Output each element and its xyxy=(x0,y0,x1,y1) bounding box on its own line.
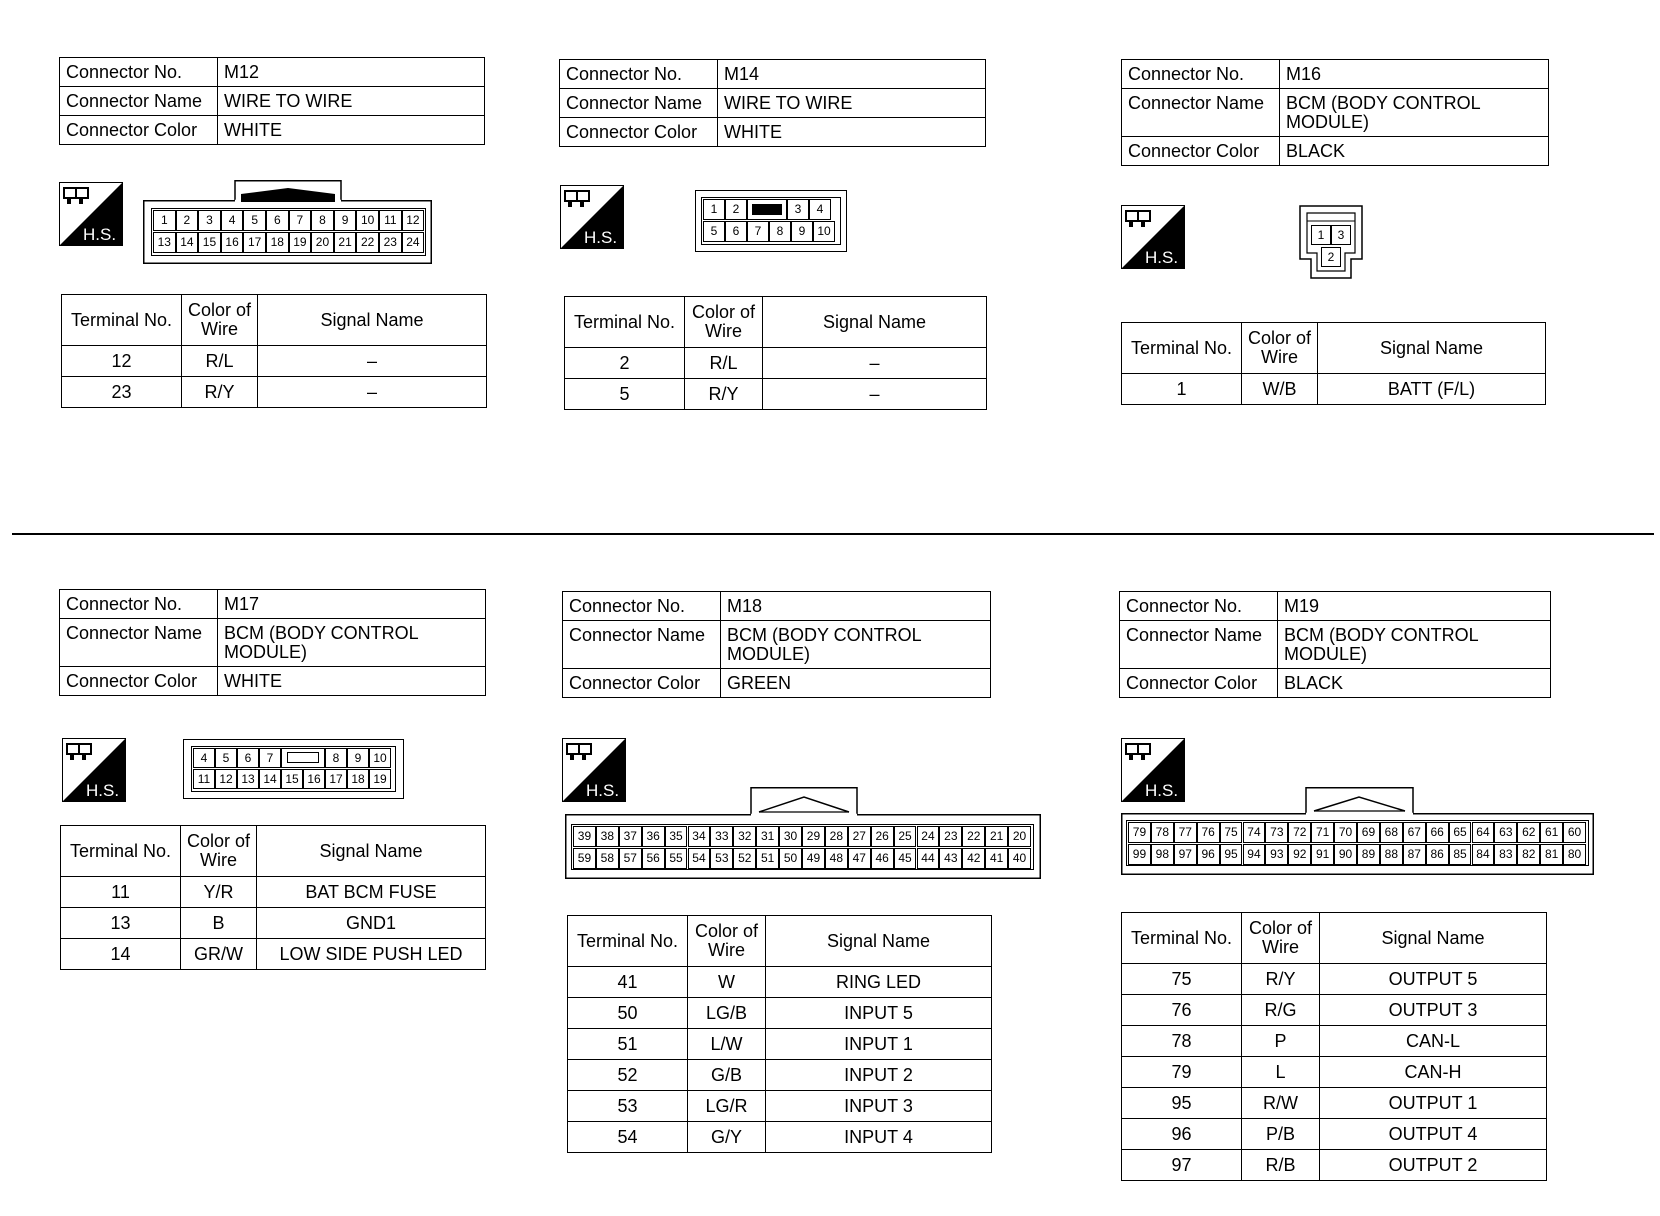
connector-color-value: WHITE xyxy=(218,116,485,145)
connector-name-value: WIRE TO WIRE xyxy=(718,89,986,118)
table-row: 75 R/Y OUTPUT 5 xyxy=(1122,964,1547,995)
pin: 88 xyxy=(1380,844,1403,865)
pin: 69 xyxy=(1357,822,1380,843)
pin: 66 xyxy=(1426,822,1449,843)
pin: 41 xyxy=(985,848,1008,869)
pin: 6 xyxy=(266,210,289,231)
pin: 59 xyxy=(573,848,596,869)
pin: 22 xyxy=(356,232,379,253)
pin: 85 xyxy=(1449,844,1472,865)
connector-name-value: BCM (BODY CONTROL MODULE) xyxy=(721,621,991,669)
pin: 72 xyxy=(1288,822,1311,843)
pin: 94 xyxy=(1243,844,1266,865)
pin: 32 xyxy=(733,826,756,847)
pin: 43 xyxy=(939,848,962,869)
table-row: 52 G/B INPUT 2 xyxy=(568,1060,992,1091)
pin: 20 xyxy=(311,232,334,253)
pin: 27 xyxy=(848,826,871,847)
pin: 97 xyxy=(1174,844,1197,865)
pin: 95 xyxy=(1220,844,1243,865)
connector-info-m12 xyxy=(59,57,485,145)
pin: 3 xyxy=(198,210,221,231)
pin: 3 xyxy=(1331,225,1351,245)
pin: 11 xyxy=(193,769,215,789)
header-terminal-no: Terminal No. xyxy=(568,916,688,967)
svg-text:H.S.: H.S. xyxy=(86,781,120,800)
pin: 17 xyxy=(325,769,347,789)
pin: 37 xyxy=(619,826,642,847)
header-color-of-wire: Color of Wire xyxy=(182,295,258,346)
header-color-of-wire: Color of Wire xyxy=(685,297,763,348)
pin-blank-key xyxy=(281,748,325,768)
label-connector-color: Connector Color xyxy=(560,118,718,147)
pin: 9 xyxy=(791,221,813,242)
table-row: 50 LG/B INPUT 5 xyxy=(568,998,992,1029)
connector-face-m16 xyxy=(1299,205,1363,279)
header-signal-name: Signal Name xyxy=(258,295,487,346)
terminal-table-m19 xyxy=(1121,912,1547,1181)
label-connector-name: Connector Name xyxy=(1120,621,1278,669)
terminal-table-m12 xyxy=(61,294,487,408)
connector-name-value: WIRE TO WIRE xyxy=(218,87,485,116)
pin: 24 xyxy=(402,232,425,253)
pin: 82 xyxy=(1517,844,1540,865)
pin: 49 xyxy=(802,848,825,869)
pin: 60 xyxy=(1563,822,1586,843)
table-row: 13 B GND1 xyxy=(61,908,486,939)
label-connector-color: Connector Color xyxy=(60,116,218,145)
table-row: 78 P CAN-L xyxy=(1122,1026,1547,1057)
harness-side-icon xyxy=(1121,205,1185,269)
connector-no-value: M16 xyxy=(1280,60,1549,89)
pin: 92 xyxy=(1288,844,1311,865)
pin: 52 xyxy=(733,848,756,869)
pin: 42 xyxy=(962,848,985,869)
connector-info-m19 xyxy=(1119,591,1551,698)
pin: 38 xyxy=(596,826,619,847)
header-color-of-wire: Color of Wire xyxy=(1242,323,1318,374)
terminal-table-m16 xyxy=(1121,322,1546,405)
table-row: 95 R/W OUTPUT 1 xyxy=(1122,1088,1547,1119)
pin: 56 xyxy=(642,848,665,869)
pin: 47 xyxy=(848,848,871,869)
pin: 1 xyxy=(1311,225,1331,245)
connector-name-value: BCM (BODY CONTROL MODULE) xyxy=(1278,621,1551,669)
pin: 99 xyxy=(1128,844,1151,865)
pin: 51 xyxy=(756,848,779,869)
svg-text:H.S.: H.S. xyxy=(586,781,620,800)
pin: 23 xyxy=(939,826,962,847)
pin: 48 xyxy=(825,848,848,869)
label-connector-no: Connector No. xyxy=(1122,60,1280,89)
connector-face-m14 xyxy=(695,190,847,252)
pin: 3 xyxy=(787,199,809,220)
table-row: 14 GR/W LOW SIDE PUSH LED xyxy=(61,939,486,970)
pin: 16 xyxy=(303,769,325,789)
pin: 40 xyxy=(1008,848,1031,869)
pin: 8 xyxy=(311,210,334,231)
pin: 78 xyxy=(1151,822,1174,843)
pin: 4 xyxy=(221,210,244,231)
connector-color-value: WHITE xyxy=(218,667,486,696)
pin: 39 xyxy=(573,826,596,847)
pin: 31 xyxy=(756,826,779,847)
pin: 63 xyxy=(1494,822,1517,843)
pin: 79 xyxy=(1128,822,1151,843)
connector-no-value: M14 xyxy=(718,60,986,89)
harness-side-icon xyxy=(59,182,123,246)
pin: 75 xyxy=(1220,822,1243,843)
pin: 7 xyxy=(289,210,312,231)
label-connector-name: Connector Name xyxy=(563,621,721,669)
table-row: 54 G/Y INPUT 4 xyxy=(568,1122,992,1153)
pin: 68 xyxy=(1380,822,1403,843)
table-row: 96 P/B OUTPUT 4 xyxy=(1122,1119,1547,1150)
pin: 74 xyxy=(1243,822,1266,843)
pin: 5 xyxy=(215,748,237,768)
header-signal-name: Signal Name xyxy=(766,916,992,967)
pin: 89 xyxy=(1357,844,1380,865)
pin: 12 xyxy=(402,210,425,231)
pin: 8 xyxy=(325,748,347,768)
harness-side-icon xyxy=(62,738,126,802)
pin: 87 xyxy=(1403,844,1426,865)
header-signal-name: Signal Name xyxy=(763,297,987,348)
label-connector-no: Connector No. xyxy=(60,58,218,87)
pin: 64 xyxy=(1472,822,1495,843)
table-row: 41 W RING LED xyxy=(568,967,992,998)
label-connector-no: Connector No. xyxy=(563,592,721,621)
label-connector-no: Connector No. xyxy=(1120,592,1278,621)
pin: 6 xyxy=(237,748,259,768)
pin: 8 xyxy=(769,221,791,242)
terminal-table-m17 xyxy=(60,825,486,970)
label-connector-name: Connector Name xyxy=(60,619,218,667)
pin: 61 xyxy=(1540,822,1563,843)
pin: 4 xyxy=(193,748,215,768)
connector-no-value: M19 xyxy=(1278,592,1551,621)
pin: 7 xyxy=(747,221,769,242)
pin: 6 xyxy=(725,221,747,242)
header-signal-name: Signal Name xyxy=(1318,323,1546,374)
table-row: 53 LG/R INPUT 3 xyxy=(568,1091,992,1122)
connector-info-m16 xyxy=(1121,59,1549,166)
pin: 93 xyxy=(1265,844,1288,865)
pin: 10 xyxy=(813,221,835,242)
header-terminal-no: Terminal No. xyxy=(1122,913,1242,964)
header-color-of-wire: Color of Wire xyxy=(688,916,766,967)
pin: 13 xyxy=(237,769,259,789)
table-row: 23 R/Y – xyxy=(62,377,487,408)
connector-name-value: BCM (BODY CONTROL MODULE) xyxy=(218,619,486,667)
pin: 16 xyxy=(221,232,244,253)
pin: 77 xyxy=(1174,822,1197,843)
connector-no-value: M12 xyxy=(218,58,485,87)
pin: 80 xyxy=(1563,844,1586,865)
label-connector-name: Connector Name xyxy=(560,89,718,118)
header-terminal-no: Terminal No. xyxy=(61,826,181,877)
pin: 70 xyxy=(1334,822,1357,843)
table-row: 11 Y/R BAT BCM FUSE xyxy=(61,877,486,908)
header-signal-name: Signal Name xyxy=(257,826,486,877)
table-row: 76 R/G OUTPUT 3 xyxy=(1122,995,1547,1026)
pin: 21 xyxy=(985,826,1008,847)
connector-info-m17 xyxy=(59,589,486,696)
connector-color-value: BLACK xyxy=(1280,137,1549,166)
pin: 96 xyxy=(1197,844,1220,865)
pin: 20 xyxy=(1008,826,1031,847)
header-color-of-wire: Color of Wire xyxy=(1242,913,1320,964)
label-connector-name: Connector Name xyxy=(1122,89,1280,137)
pin: 45 xyxy=(894,848,917,869)
connector-face-m17 xyxy=(183,739,404,799)
connector-color-value: BLACK xyxy=(1278,669,1551,698)
section-divider xyxy=(12,533,1654,535)
connector-info-m18 xyxy=(562,591,991,698)
pin: 81 xyxy=(1540,844,1563,865)
pin: 9 xyxy=(334,210,357,231)
pin: 10 xyxy=(369,748,391,768)
connector-no-value: M17 xyxy=(218,590,486,619)
pin: 36 xyxy=(642,826,665,847)
connector-face-m19 xyxy=(1121,787,1594,875)
label-connector-name: Connector Name xyxy=(60,87,218,116)
pin: 21 xyxy=(334,232,357,253)
label-connector-no: Connector No. xyxy=(60,590,218,619)
pin: 11 xyxy=(379,210,402,231)
table-row: 51 L/W INPUT 1 xyxy=(568,1029,992,1060)
label-connector-color: Connector Color xyxy=(563,669,721,698)
header-signal-name: Signal Name xyxy=(1320,913,1547,964)
header-terminal-no: Terminal No. xyxy=(62,295,182,346)
header-color-of-wire: Color of Wire xyxy=(181,826,257,877)
pin: 44 xyxy=(917,848,940,869)
pin: 9 xyxy=(347,748,369,768)
pin: 58 xyxy=(596,848,619,869)
pin: 19 xyxy=(289,232,312,253)
pin: 4 xyxy=(809,199,831,220)
table-row: 12 R/L – xyxy=(62,346,487,377)
terminal-table-m18 xyxy=(567,915,992,1153)
pin: 13 xyxy=(153,232,176,253)
pin: 62 xyxy=(1517,822,1540,843)
table-row: 1 W/B BATT (F/L) xyxy=(1122,374,1546,405)
pin: 14 xyxy=(259,769,281,789)
pin: 33 xyxy=(710,826,733,847)
pin: 53 xyxy=(710,848,733,869)
table-row: 5 R/Y – xyxy=(565,379,987,410)
terminal-table-m14 xyxy=(564,296,987,410)
harness-side-icon xyxy=(560,185,624,249)
label-connector-color: Connector Color xyxy=(1122,137,1280,166)
connector-color-value: WHITE xyxy=(718,118,986,147)
pin: 54 xyxy=(688,848,711,869)
pin: 91 xyxy=(1311,844,1334,865)
table-row: 79 L CAN-H xyxy=(1122,1057,1547,1088)
pin: 57 xyxy=(619,848,642,869)
pin: 86 xyxy=(1426,844,1449,865)
pin: 18 xyxy=(347,769,369,789)
table-row: 97 R/B OUTPUT 2 xyxy=(1122,1150,1547,1181)
pin: 28 xyxy=(825,826,848,847)
pin-blank-key xyxy=(747,199,787,220)
svg-text:H.S.: H.S. xyxy=(1145,248,1179,267)
pin: 7 xyxy=(259,748,281,768)
pin: 5 xyxy=(703,221,725,242)
svg-text:H.S.: H.S. xyxy=(1145,781,1179,800)
connector-color-value: GREEN xyxy=(721,669,991,698)
pin: 5 xyxy=(243,210,266,231)
pin: 10 xyxy=(356,210,379,231)
table-row: 2 R/L – xyxy=(565,348,987,379)
pin: 1 xyxy=(153,210,176,231)
connector-info-m14 xyxy=(559,59,986,147)
pin: 90 xyxy=(1334,844,1357,865)
pin: 30 xyxy=(779,826,802,847)
pin: 15 xyxy=(281,769,303,789)
connector-name-value: BCM (BODY CONTROL MODULE) xyxy=(1280,89,1549,137)
pin: 46 xyxy=(871,848,894,869)
pin: 67 xyxy=(1403,822,1426,843)
pin: 15 xyxy=(198,232,221,253)
pin: 2 xyxy=(1321,247,1341,267)
header-terminal-no: Terminal No. xyxy=(1122,323,1242,374)
pin: 71 xyxy=(1311,822,1334,843)
svg-text:H.S.: H.S. xyxy=(584,228,618,247)
svg-text:H.S.: H.S. xyxy=(83,225,117,244)
pin: 50 xyxy=(779,848,802,869)
pin: 55 xyxy=(665,848,688,869)
pin: 34 xyxy=(688,826,711,847)
pin: 2 xyxy=(176,210,199,231)
label-connector-no: Connector No. xyxy=(560,60,718,89)
connector-face-m18 xyxy=(565,787,1041,879)
pin: 24 xyxy=(917,826,940,847)
pin: 23 xyxy=(379,232,402,253)
pin: 17 xyxy=(243,232,266,253)
pin: 18 xyxy=(266,232,289,253)
pin: 65 xyxy=(1449,822,1472,843)
label-connector-color: Connector Color xyxy=(1120,669,1278,698)
pin: 25 xyxy=(894,826,917,847)
pin: 22 xyxy=(962,826,985,847)
header-terminal-no: Terminal No. xyxy=(565,297,685,348)
pin: 84 xyxy=(1472,844,1495,865)
pin: 12 xyxy=(215,769,237,789)
pin: 14 xyxy=(176,232,199,253)
connector-no-value: M18 xyxy=(721,592,991,621)
pin: 98 xyxy=(1151,844,1174,865)
pin: 2 xyxy=(725,199,747,220)
pin: 76 xyxy=(1197,822,1220,843)
pin: 73 xyxy=(1265,822,1288,843)
connector-face-m12 xyxy=(143,180,432,264)
pin: 35 xyxy=(665,826,688,847)
pin: 19 xyxy=(369,769,391,789)
label-connector-color: Connector Color xyxy=(60,667,218,696)
pin: 29 xyxy=(802,826,825,847)
pin: 83 xyxy=(1494,844,1517,865)
pin: 26 xyxy=(871,826,894,847)
pin: 1 xyxy=(703,199,725,220)
